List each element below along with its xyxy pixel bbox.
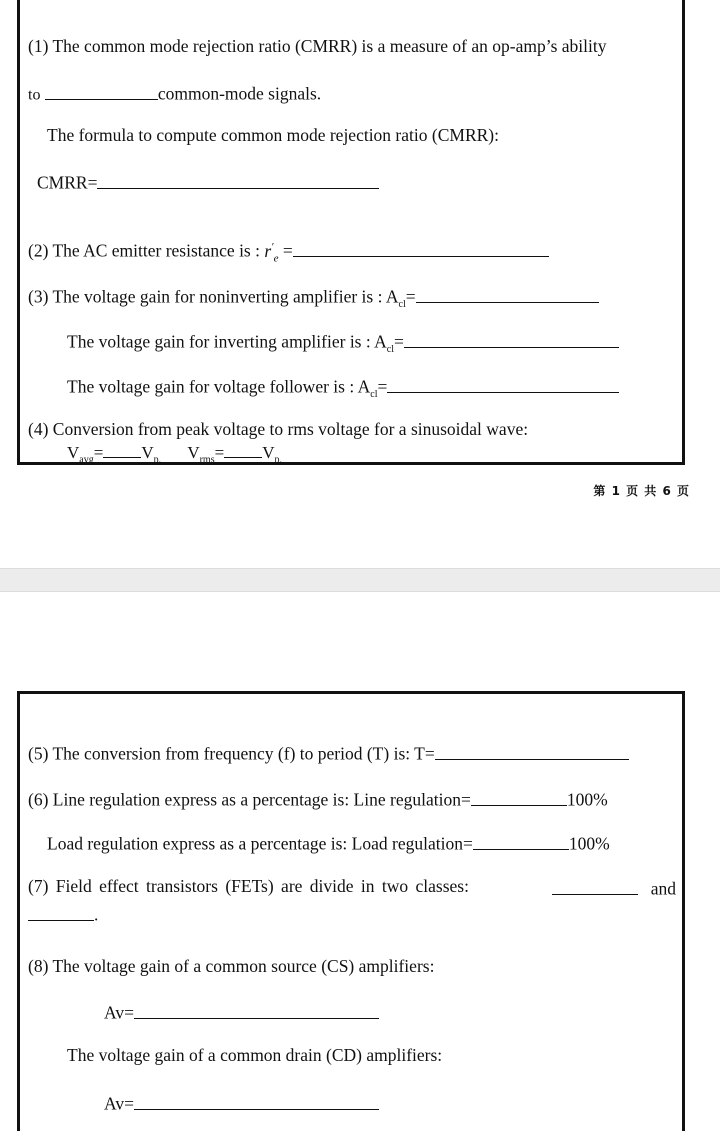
fet-class1-blank[interactable] [552,876,638,895]
q1-line1: (1) The common mode rejection ratio (CMRR) is a measure of an op-amp’s ability [28,36,607,56]
q8-av2: Av= [104,1091,379,1115]
line-reg-blank[interactable] [471,787,567,806]
period-blank[interactable] [435,741,629,760]
cd-gain-blank[interactable] [134,1091,379,1110]
cs-gain-blank[interactable] [134,1000,379,1019]
q4-formula: $V_{avg}= V_{p,}$ $V_{rms}= V_{p,}$ [67,440,282,465]
vavg-blank[interactable] [103,440,141,458]
inv-blank[interactable] [404,329,619,348]
re-symbol: $r'_e$ [264,240,279,264]
q8-cd: The voltage gain of a common drain (CD) amplifiers: [67,1045,443,1065]
load-reg-blank[interactable] [473,831,569,850]
q4-line: (4) Conversion from peak voltage to rms voltage for a sinusoidal wave: [28,419,529,439]
q2-line: (2) The AC emitter resistance is : $r'_e$ = [28,238,549,264]
cmrr-blank[interactable] [97,170,379,189]
q5-line: (5) The conversion from frequency (f) to period (T) is: T= [28,741,629,765]
q3-inv: The voltage gain for inverting amplifier is : $A_{cl}=$ [67,329,619,355]
re-blank[interactable] [293,238,549,257]
vrms-blank[interactable] [224,440,262,458]
follower-blank[interactable] [387,374,619,393]
q1-blank[interactable] [45,81,158,100]
q1-line2: to common-mode signals. [28,81,321,105]
page-number: 第 1 页 共 6 页 [593,484,690,498]
noninv-blank[interactable] [416,284,599,303]
fet-class2-blank[interactable] [28,902,94,921]
q7-line2: . [28,902,98,926]
q6-line: (6) Line regulation express as a percentage is: Line regulation= 100% [28,787,608,811]
q8-av1: Av= [104,1000,379,1024]
q1-cmrr: CMRR= [37,170,379,194]
q3-noninv: (3) The voltage gain for noninverting amplifier is : $A_{cl}=$ [28,284,599,310]
q7-line: (7) Field effect transistors (FETs) are divide in two classes: and [28,876,676,899]
page-separator [0,568,720,592]
q8-cs: (8) The voltage gain of a common source (CS) amplifiers: [28,956,435,976]
q1-formula: The formula to compute common mode rejection ratio (CMRR): [47,125,499,145]
q6-load: Load regulation express as a percentage is: Load regulation= 100% [47,831,610,855]
q3-follower: The voltage gain for voltage follower is : $A_{cl}=$ [67,374,619,400]
